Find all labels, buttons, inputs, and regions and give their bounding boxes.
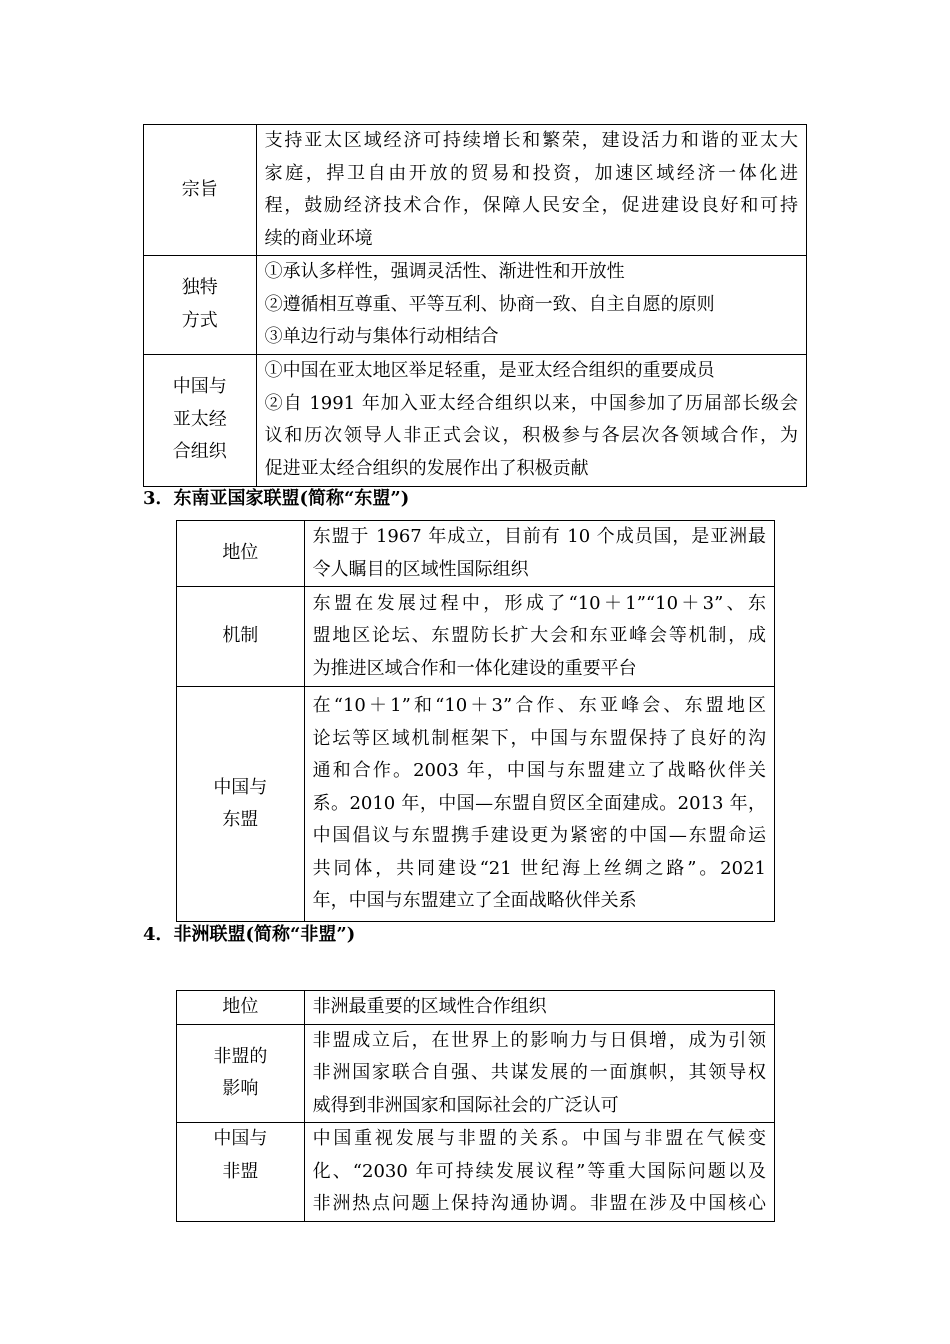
content-line: 年，中国与东盟建立了全面战略伙伴关系 [312, 890, 637, 912]
row-label [144, 125, 257, 256]
content-line: 中国倡议与东盟携手建设更为紧密的中国—东盟命运 [312, 825, 766, 847]
content-line: 化、“2030 年可持续发展议程”等重大国际问题以及 [312, 1160, 766, 1182]
section-3-heading: 3．东南亚国家联盟(简称“东盟”) [143, 488, 410, 509]
row-content [304, 991, 774, 1025]
label-line: 地位 [222, 542, 259, 564]
label-line: 中国与 [172, 376, 227, 398]
content-line: 程，鼓励经济技术合作，保障人民安全，促进建设良好和可持 [264, 195, 798, 216]
table-row [144, 125, 807, 256]
row-label [177, 687, 305, 922]
content-line: 为推进区域合作和一体化建设的重要平台 [312, 657, 637, 679]
label-line: 独特 [181, 277, 218, 299]
row-label [177, 991, 305, 1025]
label-line: 东盟 [222, 809, 259, 830]
table-row [177, 521, 775, 587]
content-line: 系。2010 年，中国—东盟自贸区全面建成。2013 年， [312, 792, 766, 814]
content-line: 续的商业环境 [264, 227, 373, 249]
content-line: ③单边行动与集体行动相结合 [264, 326, 499, 347]
table-row [177, 687, 775, 922]
label-line: 方式 [181, 309, 218, 331]
table-row [177, 991, 775, 1025]
content-line: ②自 1991 年加入亚太经合组织以来，中国参加了历届部长级会 [264, 392, 798, 414]
row-content [304, 521, 774, 587]
content-line: 通和合作。2003 年，中国与东盟建立了战略伙伴关 [312, 760, 766, 782]
content-line: 促进亚太经合组织的发展作出了积极贡献 [264, 457, 589, 479]
content-line: 议和历次领导人非正式会议，积极参与各层次各领域合作，为 [264, 425, 798, 446]
content-line: ①中国在亚太地区举足轻重，是亚太经合组织的重要成员 [264, 360, 715, 381]
label-line: 非盟的 [213, 1045, 268, 1067]
label-line: 中国与 [213, 776, 268, 798]
label-line: 影响 [222, 1078, 259, 1100]
content-line: 支持亚太区域经济可持续增长和繁荣，建设活力和谐的亚太大 [264, 130, 798, 151]
apec-table [143, 124, 807, 487]
content-line: 令人瞩目的区域性国际组织 [312, 558, 529, 580]
row-content [304, 687, 774, 922]
row-label [177, 521, 305, 587]
row-label [177, 1123, 305, 1222]
content-line: ①承认多样性，强调灵活性、渐进性和开放性 [264, 261, 625, 282]
row-content [304, 1024, 774, 1123]
label-line: 地位 [222, 996, 259, 1017]
content-line: 非洲热点问题上保持沟通协调。非盟在涉及中国核心 [312, 1193, 766, 1214]
content-line: 东盟于 1967 年成立，目前有 10 个成员国，是亚洲最 [312, 526, 766, 547]
asean-table [176, 520, 775, 922]
content-line: 家庭，捍卫自由开放的贸易和投资，加速区域经济一体化进 [264, 162, 798, 184]
label-line: 中国与 [213, 1128, 268, 1149]
row-content [304, 587, 774, 687]
label-line: 宗旨 [181, 178, 218, 200]
label-line: 亚太经 [172, 408, 227, 430]
section-4-heading: 4．非洲联盟(简称“非盟”) [143, 924, 356, 945]
content-line: 非盟成立后，在世界上的影响力与日俱增，成为引领 [312, 1029, 766, 1051]
content-line: 东盟在发展过程中，形成了“10＋1”“10＋3”、东 [312, 592, 766, 614]
row-label [144, 354, 257, 486]
row-label [177, 1024, 305, 1123]
content-line: 威得到非洲国家和国际社会的广泛认可 [312, 1094, 619, 1116]
row-content [304, 1123, 774, 1222]
content-line: 在“10＋1”和“10＋3”合作、东亚峰会、东盟地区 [312, 695, 766, 717]
label-line: 合组织 [172, 441, 227, 463]
row-content [256, 256, 806, 355]
label-line: 机制 [222, 625, 259, 647]
table-row [144, 256, 807, 355]
content-line: 共同体，共同建设“21 世纪海上丝绸之路”。2021 [312, 857, 766, 879]
content-line: 中国重视发展与非盟的关系。中国与非盟在气候变 [312, 1128, 766, 1149]
table-row [177, 1123, 775, 1222]
content-line: 论坛等区域机制框架下，中国与东盟保持了良好的沟 [312, 727, 766, 749]
label-line: 非盟 [222, 1160, 259, 1182]
content-line: 非洲国家联合自强、共谋发展的一面旗帜，其领导权 [312, 1062, 766, 1083]
au-table [176, 990, 775, 1222]
table-row [177, 1024, 775, 1123]
table-row [177, 587, 775, 687]
content-line: 盟地区论坛、东盟防长扩大会和东亚峰会等机制，成 [312, 625, 766, 647]
row-label [177, 587, 305, 687]
content-line: ②遵循相互尊重、平等互利、协商一致、自主自愿的原则 [264, 293, 715, 315]
content-line: 非洲最重要的区域性合作组织 [312, 996, 547, 1017]
table-row [144, 354, 807, 486]
row-content [256, 354, 806, 486]
row-content [256, 125, 806, 256]
row-label [144, 256, 257, 355]
